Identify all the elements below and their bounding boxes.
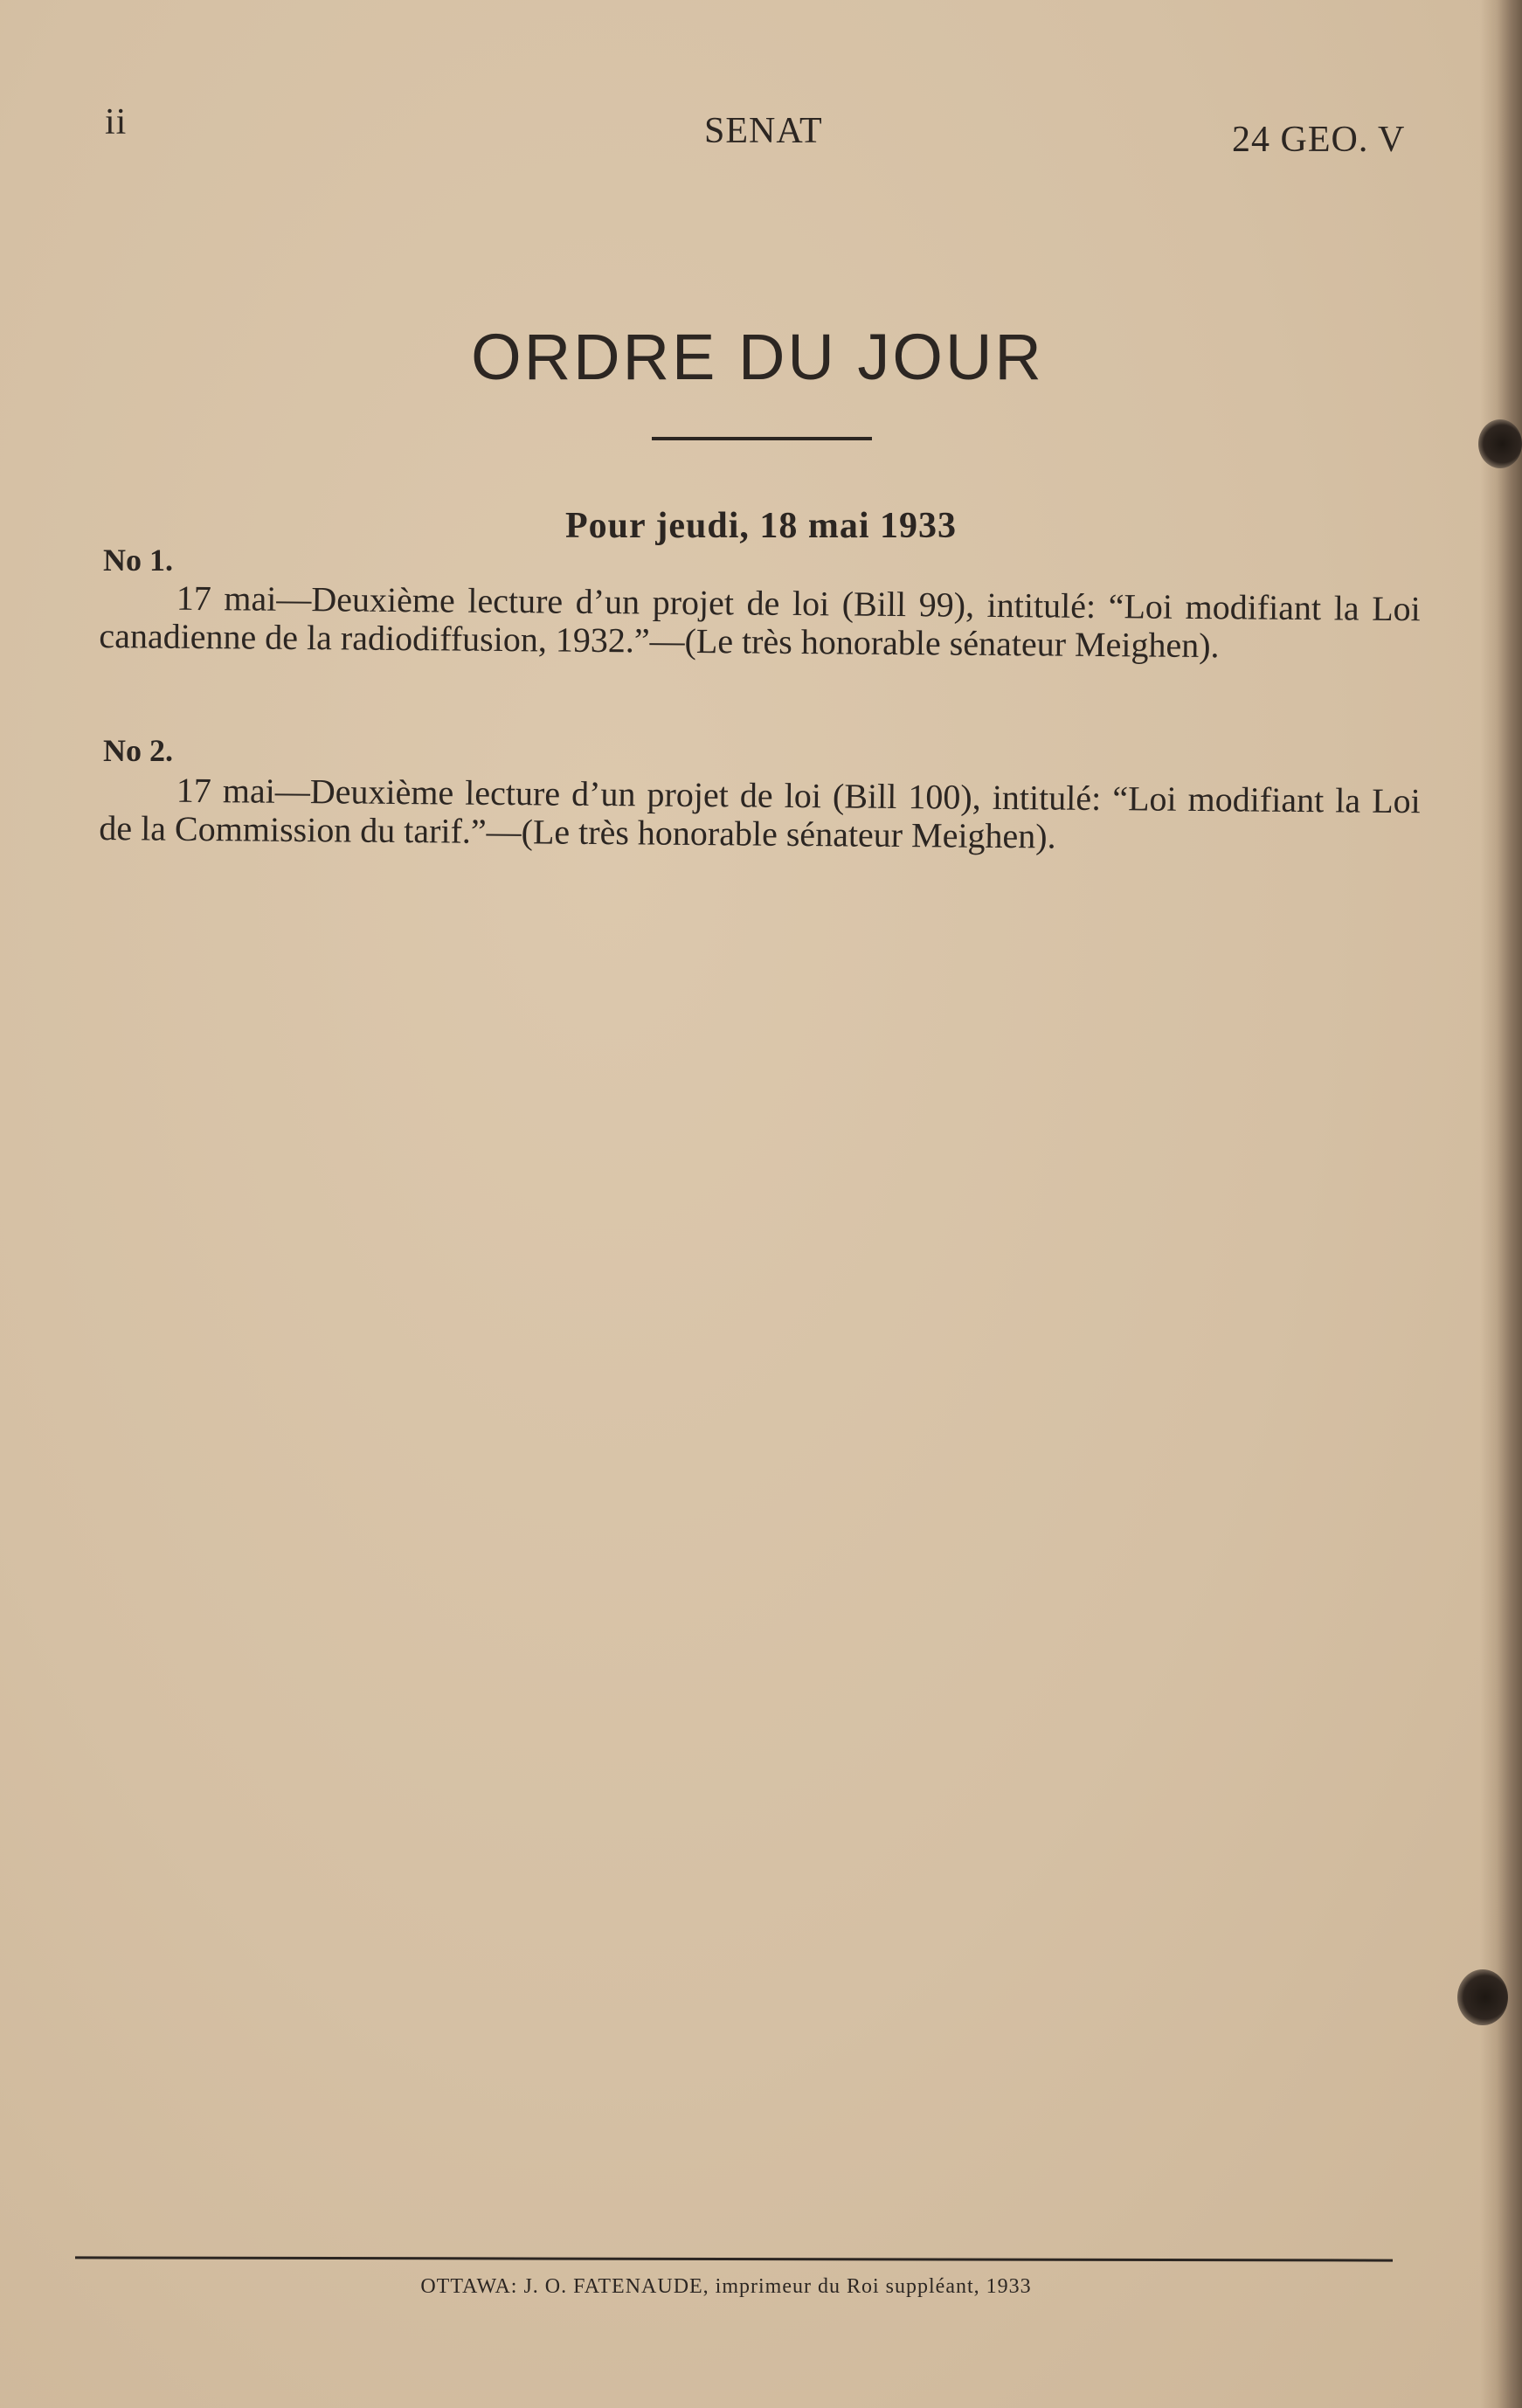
order-item-text: 17 mai—Deuxième lecture d’un projet de loi (Bill 99), intitulé: “Loi modifiant la Loi canadienne de la radiodiffusion, 1932.”—(Le très honorable sénateur Meighen).	[99, 578, 1421, 666]
footer-rule	[75, 2256, 1393, 2261]
page-folio: ii	[105, 102, 128, 142]
order-item-label: No 2.	[103, 733, 173, 768]
order-item-label: No 1.	[103, 543, 173, 578]
order-item-text: 17 mai—Deuxième lecture d’un projet de loi (Bill 100), intitulé: “Loi modifiant la Loi de la Commission du tarif.”—(Le très honorable sénateur Meighen).	[99, 770, 1421, 856]
punch-hole-top	[1478, 419, 1522, 468]
printer-imprint: OTTAWA: J. O. FATENAUDE, imprimeur du Roi suppléant, 1933	[420, 2275, 1032, 2298]
running-head-session: 24 GEO. V	[1232, 120, 1406, 160]
punch-hole-bottom	[1457, 1969, 1508, 2025]
title-rule	[652, 437, 872, 440]
date-heading: Pour jeudi, 18 mai 1933	[564, 506, 958, 546]
page-title: ORDRE DU JOUR	[471, 321, 1044, 393]
running-head-chamber: SENAT	[704, 111, 823, 151]
